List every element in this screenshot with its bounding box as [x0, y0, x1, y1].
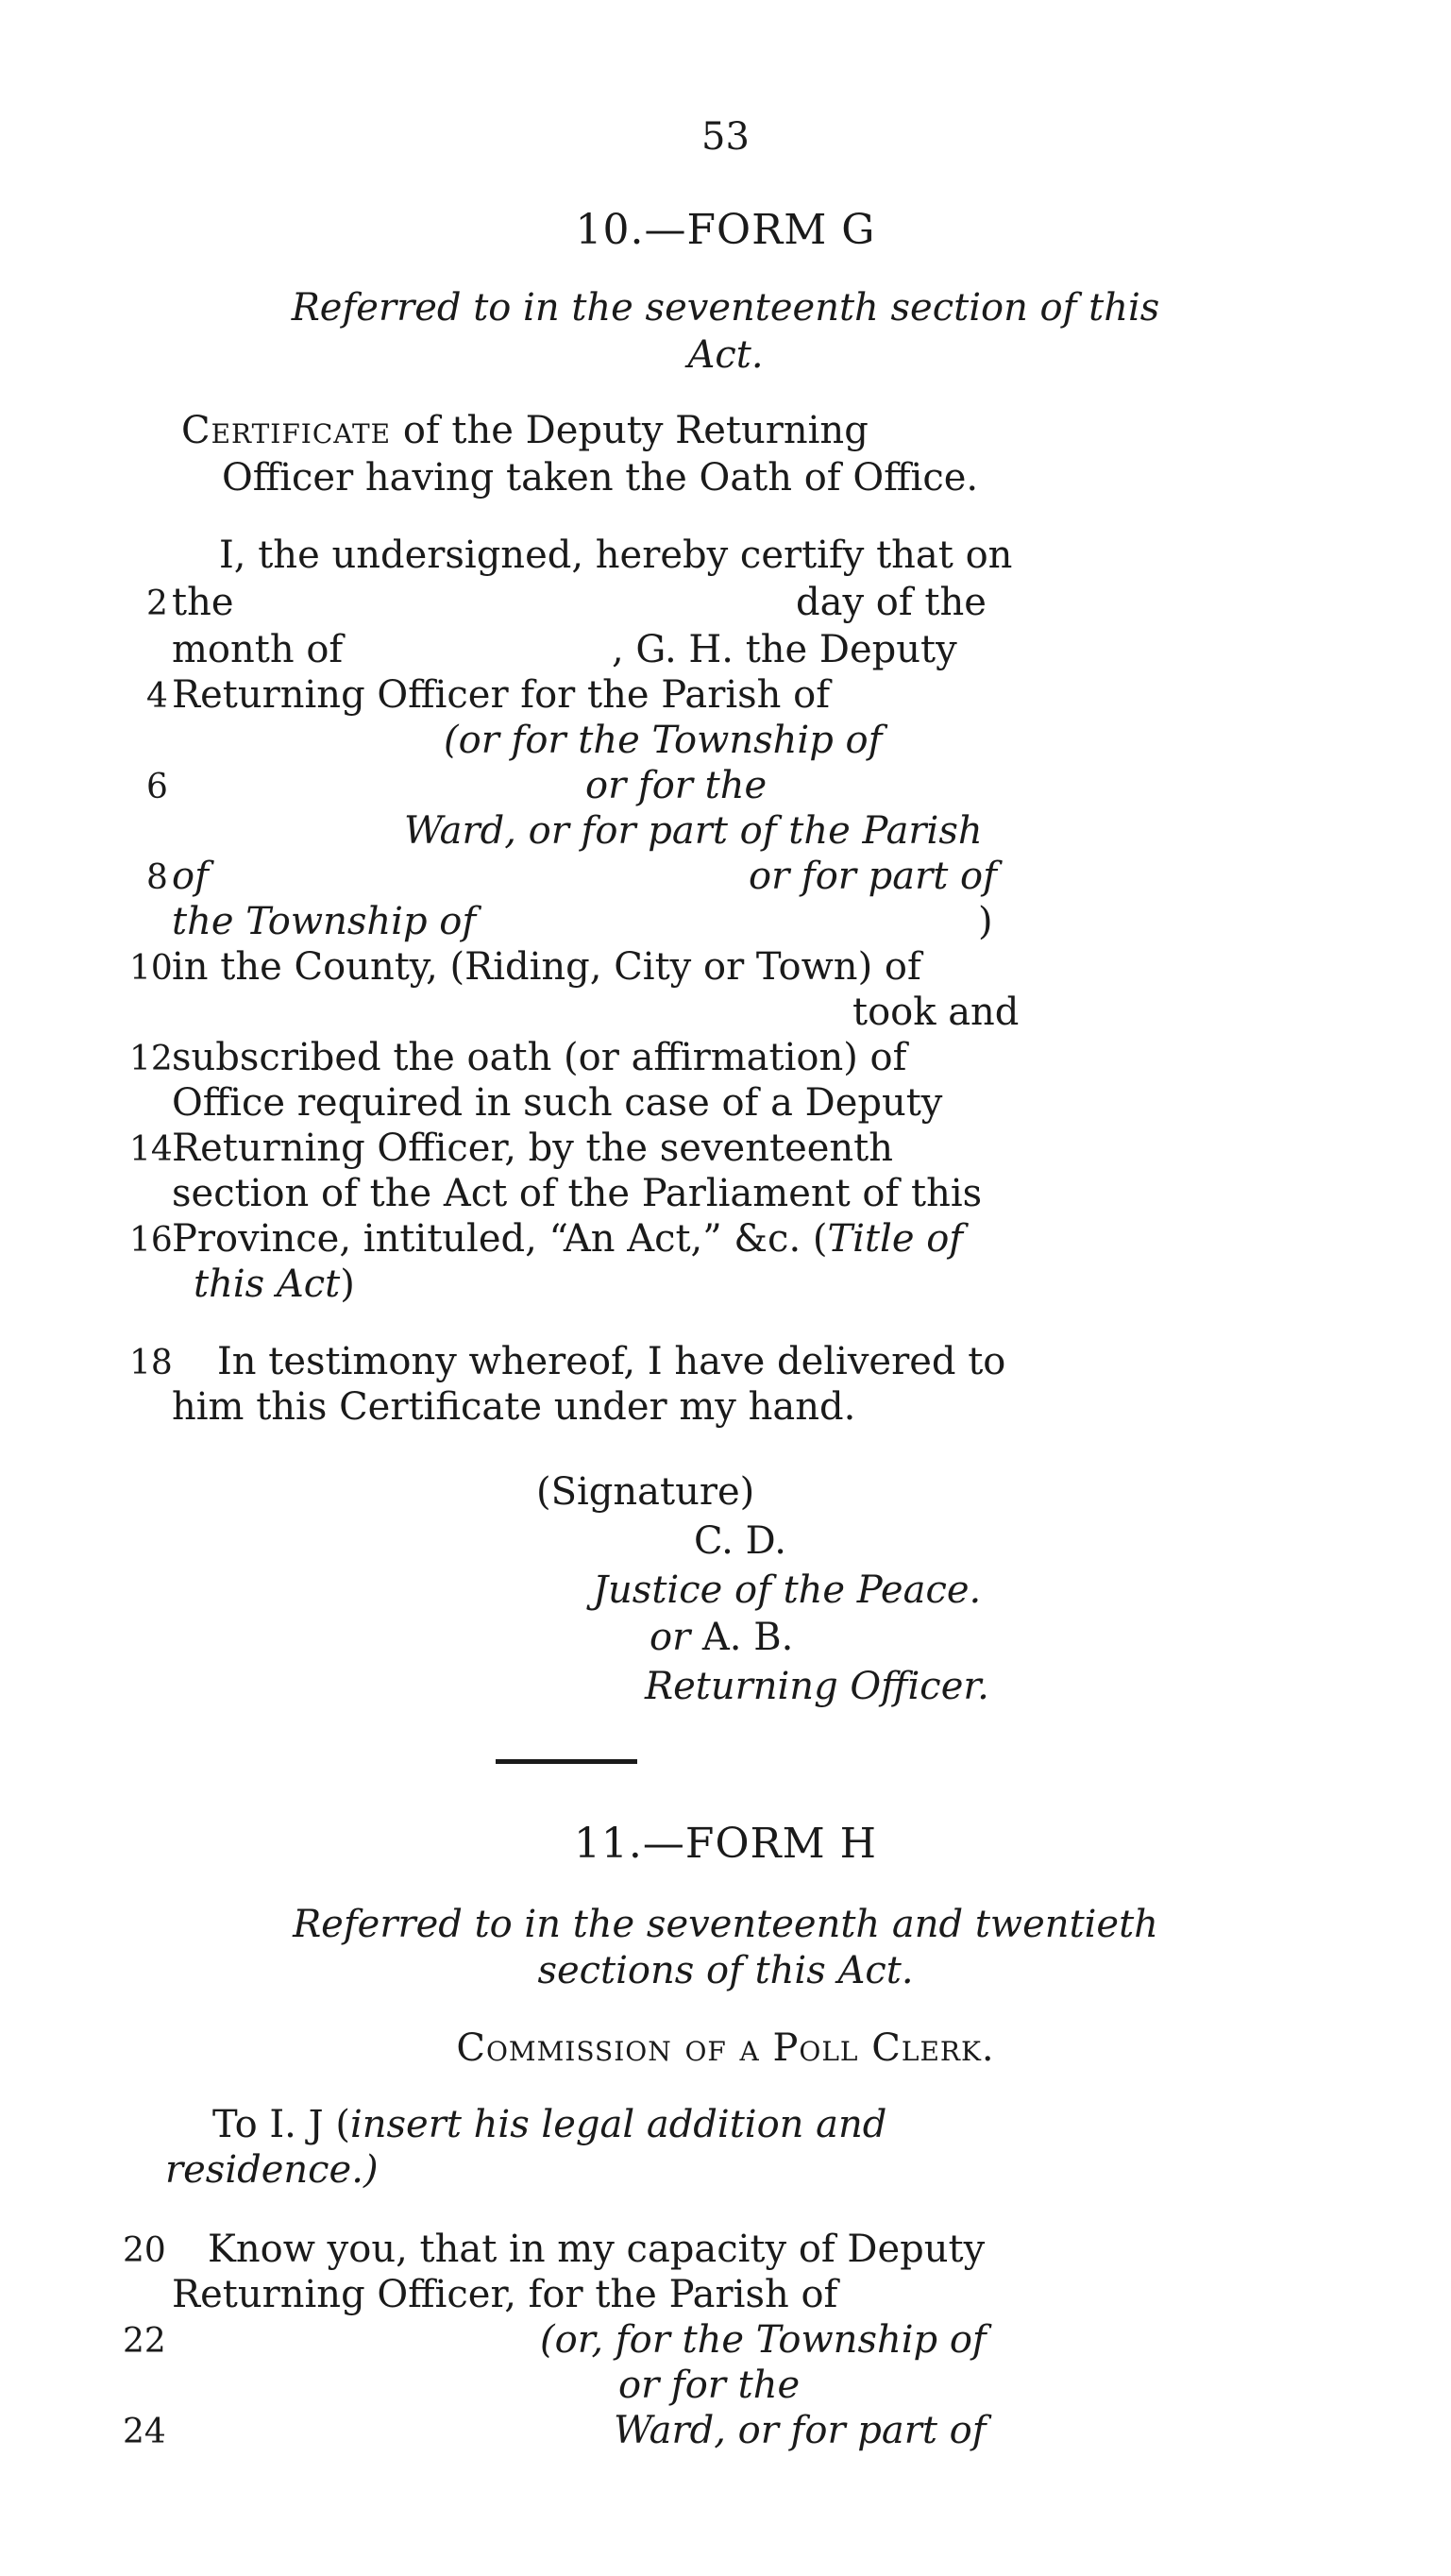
line-number-10: 10 — [129, 949, 173, 988]
or-for-the-line: or for the — [618, 2364, 801, 2407]
body-line-13: Office required in such case of a Deputy — [172, 1081, 943, 1125]
intituled-text: Province, intituled, “An Act,” &c. ( — [172, 1217, 828, 1261]
residence-line: residence.) — [165, 2148, 379, 2192]
line-number-6: 6 — [146, 768, 168, 806]
form-g-reference-line-2: Act. — [687, 333, 764, 377]
insert-addition-text: insert his legal addition and — [349, 2103, 887, 2146]
township-line: (or, for the Township of — [540, 2318, 987, 2362]
this-act-text: this Act — [194, 1263, 341, 1306]
line-number-14: 14 — [129, 1130, 173, 1169]
line-number-16: 16 — [129, 1221, 173, 1260]
this-act-close-paren: ) — [340, 1263, 355, 1306]
ward-line: Ward, or for part of — [614, 2409, 987, 2452]
signatory-cd: C. D. — [694, 1519, 786, 1563]
testimony-line-2: him this Certificate under my hand. — [172, 1385, 856, 1429]
know-you-line: Know you, that in my capacity of Deputy — [208, 2228, 986, 2271]
certificate-smallcaps: Certificate — [181, 409, 392, 452]
form-g-title: 10.—FORM G — [575, 206, 876, 254]
to-ij-text: To I. J ( — [212, 2103, 350, 2146]
line-number-18: 18 — [129, 1344, 173, 1382]
line-number-24: 24 — [123, 2413, 166, 2451]
line-number-12: 12 — [129, 1040, 173, 1078]
form-g-reference-line-1: Referred to in the seventeenth section of this — [291, 286, 1160, 330]
line-number-8: 8 — [146, 858, 168, 897]
testimony-line-1: In testimony whereof, I have delivered to — [217, 1340, 1006, 1383]
line-number-20: 20 — [123, 2231, 166, 2270]
body-line-2b: day of the — [796, 581, 987, 624]
returning-officer-title: Returning Officer. — [645, 1665, 989, 1708]
body-line-4: Returning Officer for the Parish of — [172, 673, 831, 717]
body-line-16 — [172, 1217, 964, 1261]
form-h-reference-line-2: sections of this Act. — [537, 1949, 914, 1992]
title-of-text: Title of — [827, 1217, 964, 1261]
section-divider — [496, 1759, 637, 1764]
body-line-10: in the County, (Riding, City or Town) of — [172, 945, 921, 989]
to-line — [212, 2103, 887, 2146]
body-line-3b: , G. H. the Deputy — [612, 628, 957, 671]
or-text: or — [650, 1616, 691, 1659]
certificate-heading-rest: of the Deputy Returning — [402, 409, 869, 452]
body-line-9a: the Township of — [172, 900, 477, 943]
body-line-8b: or for part of — [749, 855, 997, 898]
body-line-3a: month of — [172, 628, 344, 671]
page-number: 53 — [701, 115, 750, 159]
returning-officer-parish-line: Returning Officer, for the Parish of — [172, 2273, 838, 2316]
body-line-8a: of — [172, 855, 209, 898]
line-number-2: 2 — [146, 585, 168, 623]
signature-label: (Signature) — [536, 1470, 755, 1514]
body-line-15: section of the Act of the Parliament of this — [172, 1172, 983, 1215]
form-h-reference-line-1: Referred to in the seventeenth and twentieth — [293, 1903, 1158, 1946]
body-line-9b: ) — [978, 900, 993, 943]
body-line-11: took and — [852, 991, 1020, 1034]
body-line-1: I, the undersigned, hereby certify that on — [219, 534, 1013, 577]
signatory-ab — [650, 1616, 794, 1659]
certificate-heading-line-2: Officer having taken the Oath of Office. — [222, 456, 979, 500]
body-line-14: Returning Officer, by the seventeenth — [172, 1127, 894, 1170]
form-h-title: 11.—FORM H — [573, 1820, 878, 1868]
body-line-12: subscribed the oath (or affirmation) of — [172, 1036, 907, 1079]
commission-heading: Commission of a Poll Clerk. — [456, 2026, 995, 2070]
body-line-5: (or for the Township of — [444, 719, 883, 762]
line-number-4: 4 — [146, 677, 168, 716]
body-line-6: or for the — [585, 764, 768, 807]
justice-of-the-peace: Justice of the Peace. — [593, 1568, 982, 1612]
body-line-17 — [194, 1263, 355, 1306]
line-number-22: 22 — [123, 2322, 166, 2361]
body-line-2a: the — [172, 581, 234, 624]
certificate-heading — [181, 409, 869, 452]
ab-name: A. B. — [701, 1616, 794, 1659]
body-line-7: Ward, or for part of the Parish — [404, 809, 983, 853]
